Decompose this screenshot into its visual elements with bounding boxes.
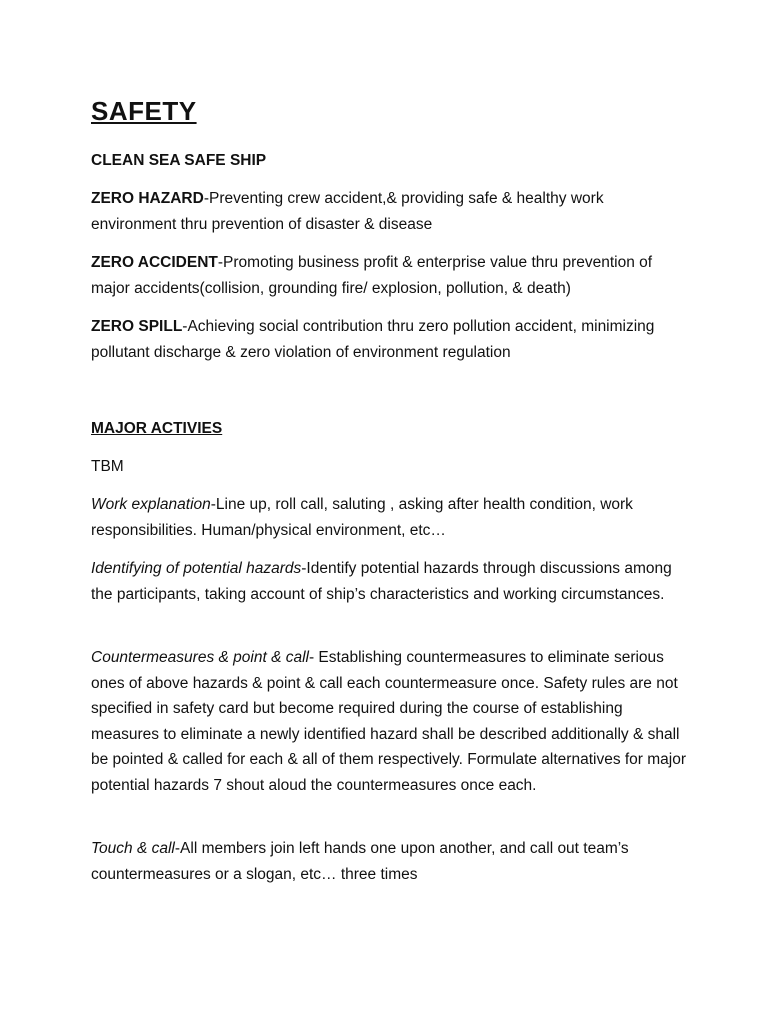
document-title: SAFETY [91, 96, 197, 126]
touch-call-term: Touch & call [91, 840, 175, 857]
major-activities-heading: MAJOR ACTIVIES [91, 420, 223, 437]
zero-accident-paragraph [91, 250, 691, 301]
identifying-hazards-text: -Identify potential hazards through discussions among the participants, taking account of ship’s characteristics and working circumstances. [91, 560, 672, 603]
zero-hazard-term: ZERO HAZARD [91, 190, 204, 207]
work-explanation-term: Work explanation [91, 496, 211, 513]
zero-spill-paragraph [91, 314, 691, 365]
subtitle: CLEAN SEA SAFE SHIP [91, 152, 267, 169]
identifying-hazards-term: Identifying of potential hazards [91, 560, 302, 577]
countermeasures-text: - Establishing countermeasures to eliminate serious ones of above hazards & point & call each countermeasure once. Safety rules are not specified in safety card but become required during the course of establishing measures to eliminate a newly identified hazard shall be described additionally & shall be pointed & called for each & all of them respectively. Formulate alternatives for major potential hazards 7 shout aloud the countermeasures once each. [91, 649, 687, 794]
countermeasures-paragraph [91, 645, 691, 798]
work-explanation-paragraph [91, 492, 691, 543]
touch-call-paragraph [91, 836, 691, 887]
zero-accident-term: ZERO ACCIDENT [91, 254, 218, 271]
identifying-hazards-paragraph [91, 556, 691, 607]
zero-hazard-text: -Preventing crew accident,& providing safe & healthy work environment thru prevention of disaster & disease [91, 190, 604, 233]
zero-hazard-paragraph [91, 186, 691, 237]
zero-spill-text: -Achieving social contribution thru zero pollution accident, minimizing pollutant discharge & zero violation of environment regulation [91, 318, 655, 361]
touch-call-text: -All members join left hands one upon another, and call out team’s countermeasures or a slogan, etc… three times [91, 840, 629, 883]
countermeasures-term: Countermeasures & point & call [91, 649, 309, 666]
work-explanation-text: -Line up, roll call, saluting , asking after health condition, work responsibilities. Human/physical environment, etc… [91, 496, 633, 539]
tbm-label: TBM [91, 458, 124, 475]
zero-accident-text: -Promoting business profit & enterprise value thru prevention of major accidents(collision, grounding fire/ explosion, pollution, & death) [91, 254, 653, 297]
zero-spill-term: ZERO SPILL [91, 318, 183, 335]
